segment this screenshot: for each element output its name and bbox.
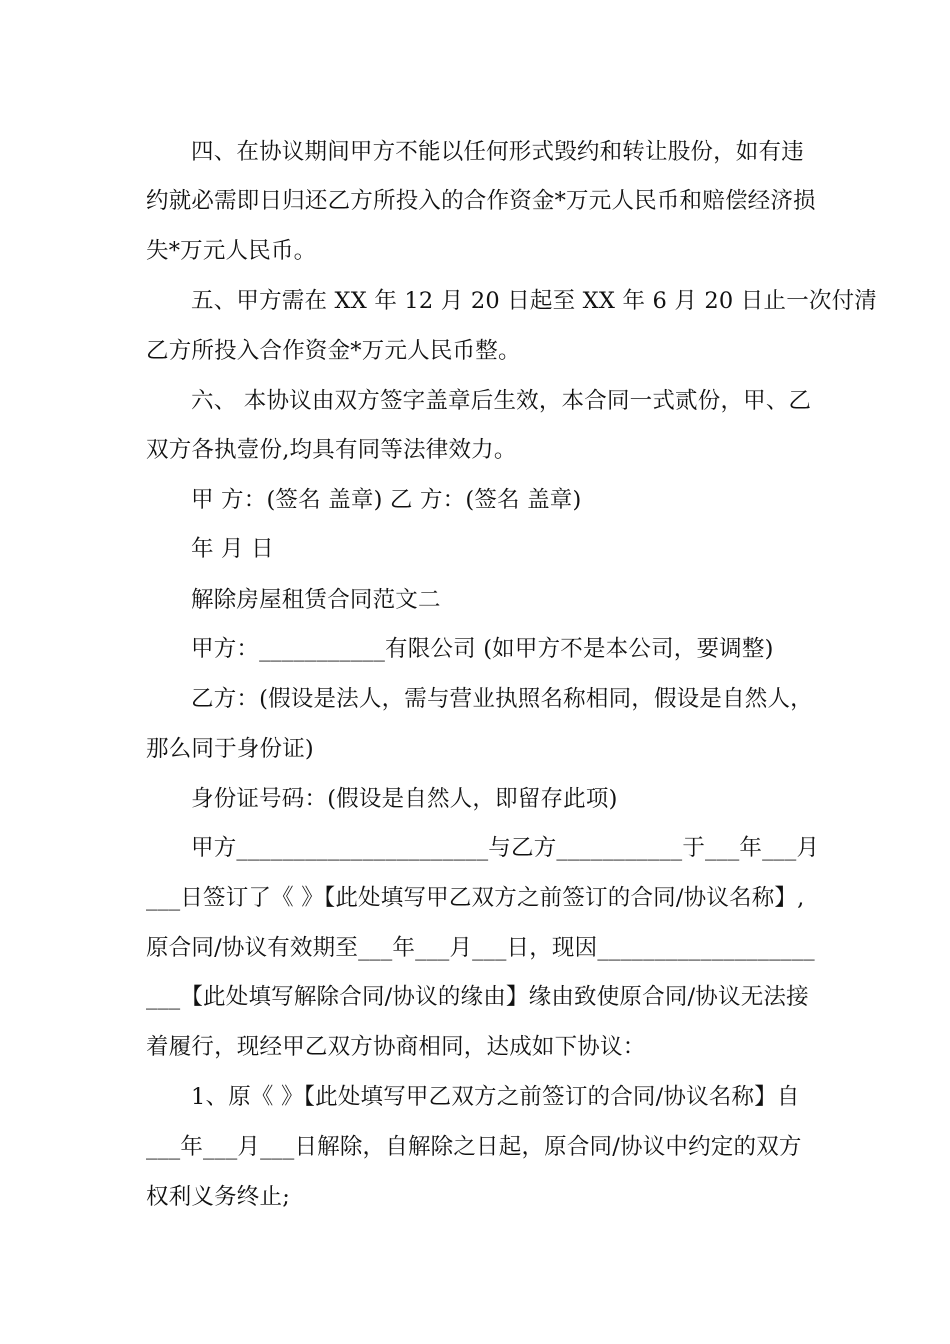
- paragraph-line: 约就必需即日归还乙方所投入的合作资金*万元人民币和赔偿经济损: [146, 188, 816, 214]
- paragraph-line: 甲方：___________有限公司 (如甲方不是本公司，要调整): [191, 636, 774, 662]
- section-title: 解除房屋租赁合同范文二: [191, 587, 441, 613]
- paragraph-line: 乙方所投入合作资金*万元人民币整。: [146, 338, 521, 364]
- paragraph-line: 乙方：(假设是法人，需与营业执照名称相同，假设是自然人，: [191, 686, 813, 712]
- paragraph-line: 六、 本协议由双方签字盖章后生效，本合同一式贰份，甲、乙: [191, 388, 812, 414]
- paragraph-line: 失*万元人民币。: [146, 238, 317, 264]
- paragraph-line: 原合同/协议有效期至___年___月___日，现因___________________: [146, 935, 815, 961]
- paragraph-line: 四、在协议期间甲方不能以任何形式毁约和转让股份，如有违: [191, 139, 804, 165]
- paragraph-line: 甲方______________________与乙方___________于___年___月: [191, 835, 820, 861]
- paragraph-line: 那么同于身份证): [146, 736, 314, 762]
- signature-line: 甲 方：(签名 盖章) 乙 方：(签名 盖章): [191, 487, 582, 513]
- paragraph-line: ___【此处填写解除合同/协议的缘由】缘由致使原合同/协议无法接: [146, 984, 809, 1010]
- paragraph-line: 身份证号码：(假设是自然人，即留存此项): [191, 786, 618, 812]
- paragraph-line: 1、原《 》【此处填写甲乙双方之前签订的合同/协议名称】自: [191, 1084, 800, 1110]
- paragraph-line: ___年___月___日解除，自解除之日起，原合同/协议中约定的双方: [146, 1134, 802, 1160]
- date-line: 年 月 日: [191, 536, 274, 562]
- paragraph-line: 五、甲方需在 XX 年 12 月 20 日起至 XX 年 6 月 20 日止一次付清: [191, 288, 878, 314]
- paragraph-line: 权利义务终止;: [146, 1184, 290, 1210]
- paragraph-line: 着履行，现经甲乙双方协商相同，达成如下协议：: [146, 1034, 646, 1060]
- paragraph-line: ___日签订了《 》【此处填写甲乙双方之前签订的合同/协议名称】,: [146, 885, 805, 911]
- paragraph-line: 双方各执壹份,均具有同等法律效力。: [146, 437, 517, 463]
